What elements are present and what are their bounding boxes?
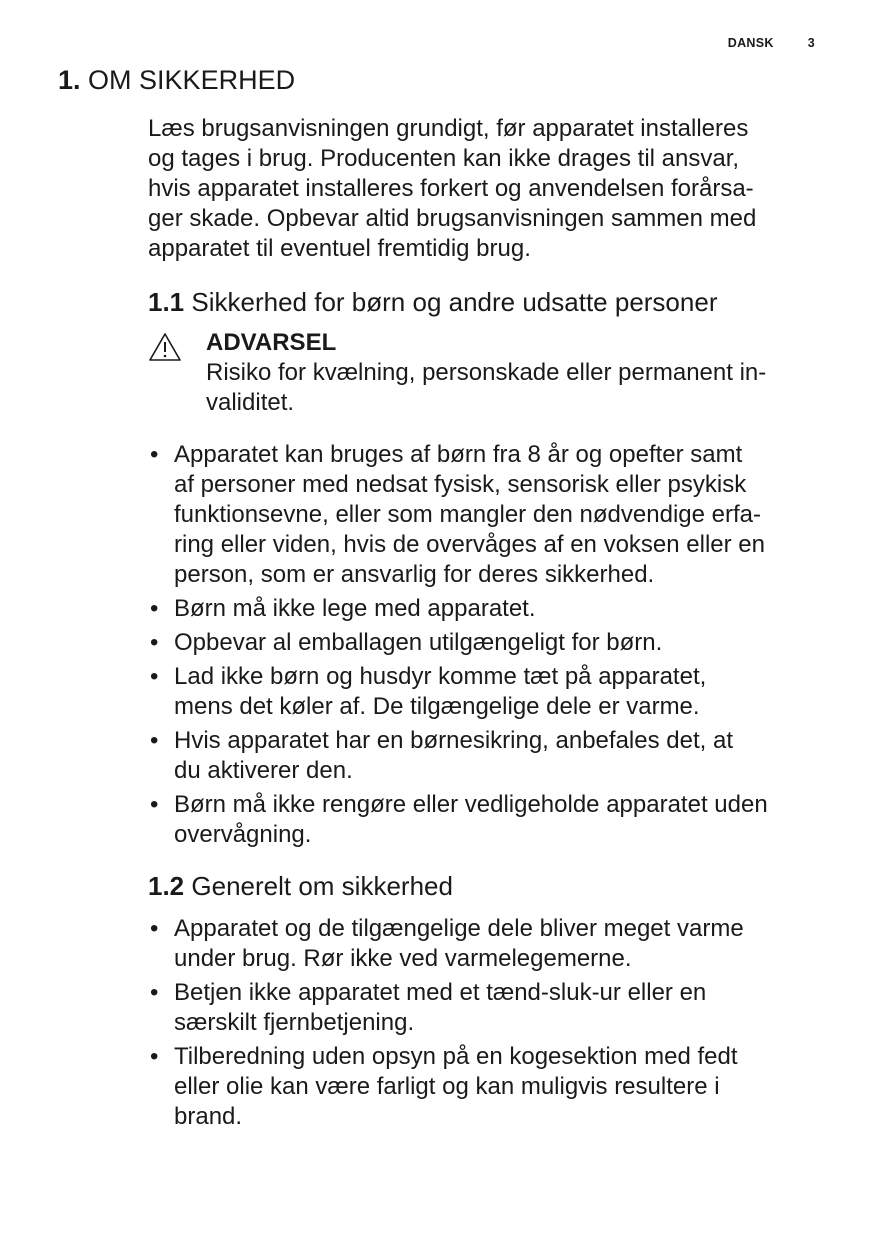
warning-text [206, 358, 828, 418]
list-item-text [174, 663, 706, 720]
text-line: eller olie kan være farligt og kan muligvis resultere i [174, 1073, 720, 1100]
text-line: særskilt fjernbetjening. [174, 1009, 415, 1036]
intro-paragraph [148, 114, 828, 264]
text-line: Hvis apparatet har en børnesikring, anbefales det, at [174, 727, 733, 754]
list-item-text [174, 441, 765, 588]
text-line: funktionsevne, eller som mangler den nødvendige erfa- [174, 501, 761, 528]
warning-box [148, 328, 828, 418]
text-line: Apparatet kan bruges af børn fra 8 år og opefter samt [174, 441, 743, 468]
chapter-title [58, 62, 295, 98]
bullet-icon: • [150, 727, 159, 754]
section-1-2-number: 1.2 [148, 871, 185, 901]
text-line: og tages i brug. Producenten kan ikke drages til ansvar, [148, 145, 740, 172]
list-item [148, 914, 828, 974]
section-1-2-title: Generelt om sikkerhed [191, 871, 453, 901]
text-line: overvågning. [174, 821, 312, 848]
text-line: Lad ikke børn og husdyr komme tæt på apparatet, [174, 663, 707, 690]
list-item [148, 594, 828, 624]
bullet-icon: • [150, 629, 159, 656]
text-line: ring eller viden, hvis de overvåges af en voksen eller en [174, 531, 765, 558]
text-line: Børn må ikke rengøre eller vedligeholde apparatet uden [174, 791, 768, 818]
list-item [148, 662, 828, 722]
list-item-text [174, 979, 706, 1036]
language-label: DANSK [727, 36, 774, 50]
list-item-text [174, 629, 662, 656]
text-line: person, som er ansvarlig for deres sikkerhed. [174, 561, 655, 588]
text-line: af personer med nedsat fysisk, sensorisk eller psykisk [174, 471, 747, 498]
list-item [148, 628, 828, 658]
bullet-icon: • [150, 915, 159, 942]
section-1-2-heading [148, 870, 828, 902]
list-item [148, 726, 828, 786]
text-line: Børn må ikke lege med apparatet. [174, 595, 536, 622]
warning-title: ADVARSEL [206, 329, 337, 356]
page-number: 3 [807, 36, 815, 50]
bullet-icon: • [150, 441, 159, 468]
list-item-text [174, 791, 768, 848]
text-line: brand. [174, 1103, 243, 1130]
list-item-text [174, 727, 733, 784]
text-line: under brug. Rør ikke ved varmelegemerne. [174, 945, 632, 972]
list-item-text [174, 915, 744, 972]
section-1-1-bullet-list [148, 440, 828, 850]
bullet-icon: • [150, 1043, 159, 1070]
list-item [148, 440, 828, 590]
section-1-1-heading [148, 286, 828, 318]
warning-triangle-icon [148, 332, 182, 362]
bullet-icon: • [150, 979, 159, 1006]
page-header [728, 36, 815, 50]
text-line: du aktiverer den. [174, 757, 353, 784]
section-1-1-title: Sikkerhed for børn og andre udsatte personer [191, 287, 718, 317]
page-content [148, 114, 828, 1136]
list-item [148, 790, 828, 850]
text-line: ger skade. Opbevar altid brugsanvisningen sammen med [148, 205, 757, 232]
list-item-text [174, 595, 536, 622]
text-line: Risiko for kvælning, personskade eller permanent in- [206, 359, 767, 386]
text-line: validitet. [206, 389, 295, 416]
chapter-number: 1. [58, 65, 81, 95]
text-line: Tilberedning uden opsyn på en kogesektion med fedt [174, 1043, 738, 1070]
list-item-text [174, 1043, 738, 1130]
bullet-icon: • [150, 663, 159, 690]
text-line: Apparatet og de tilgængelige dele bliver meget varme [174, 915, 744, 942]
text-line: mens det køler af. De tilgængelige dele er varme. [174, 693, 700, 720]
text-line: Opbevar al emballagen utilgængeligt for børn. [174, 629, 663, 656]
text-line: hvis apparatet installeres forkert og anvendelsen forårsa- [148, 175, 754, 202]
section-1-2-bullet-list [148, 914, 828, 1132]
text-line: Læs brugsanvisningen grundigt, før apparatet installeres [148, 115, 749, 142]
list-item [148, 1042, 828, 1132]
chapter-title-text: OM SIKKERHED [88, 65, 296, 95]
bullet-icon: • [150, 791, 159, 818]
text-line: apparatet til eventuel fremtidig brug. [148, 235, 531, 262]
bullet-icon: • [150, 595, 159, 622]
section-1-1-number: 1.1 [148, 287, 185, 317]
list-item [148, 978, 828, 1038]
text-line: Betjen ikke apparatet med et tænd-sluk-ur eller en [174, 979, 707, 1006]
